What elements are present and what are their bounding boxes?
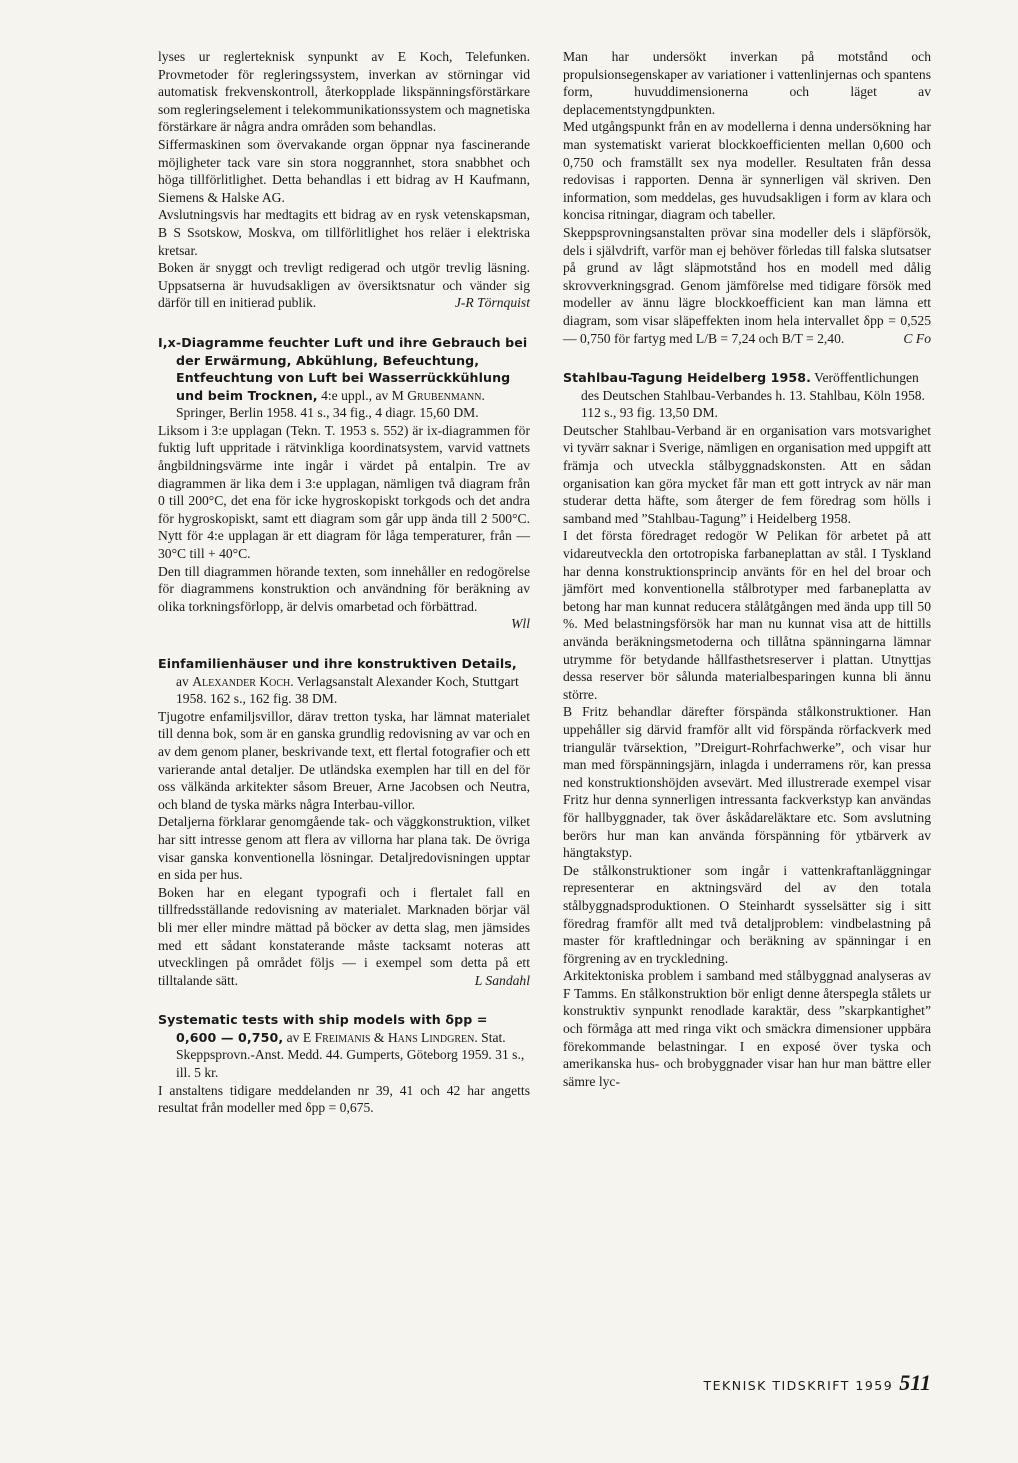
bib-text: av: [176, 673, 193, 689]
review-stahlbau-tagung: [563, 369, 931, 1090]
paragraph: Man har undersökt inverkan på motstånd och propulsionsegenskaper av variationer i vattenlinjernas och spantens form, huvuddimensionerna och läget av deplacementstyngdpunkten.: [563, 49, 931, 117]
paragraph: Deutscher Stahlbau-Verband är en organisation vars motsvarighet vi tyvärr saknar i Sverige, nämligen en organisation med uppgift att främja och utveckla stålbyggnadskonsten. Att en sådan organisation kan göra mycket får man ett gott intryck av när man studerar detta häfte, som återger de fem föredrag som hölls i samband med ”Stahlbau-Tagung” i Heidelberg 1958.: [563, 422, 931, 526]
book-title: Systematic tests with ship models with δpp = 0,600 — 0,750,: [158, 1012, 488, 1045]
left-column: [158, 48, 530, 1117]
review-heading: [563, 369, 931, 422]
paragraph: Tjugotre enfamiljsvillor, därav tretton tyska, har lämnat materialet till denna bok, som är en ganska grundlig redovisning av var och en av dem genom planer, beskrivande text, ett flertal fotografier och ett varierande antal detaljer. De utländska exemplen har till en del för oss välkända arkitekter såsom Breuer, Arne Jacobsen och Neutra, och bland de tyska märks några Interbau-villor.: [158, 708, 530, 812]
paragraph: Detaljerna förklarar genomgående tak- och väggkonstruktion, vilket har sitt intresse genom att flera av villorna har plana tak. De övriga visar ganska konventionella lösningar. Detaljredovisningen upptar en sida per hus.: [158, 814, 530, 883]
book-author: Grubenmann: [407, 387, 482, 403]
paragraph: [158, 884, 530, 990]
paragraph: I anstaltens tidigare meddelanden nr 39, 41 och 42 har angetts resultat från modeller med δpp = 0,675.: [158, 1082, 530, 1116]
bib-text: . Springer, Berlin 1958. 41 s., 34 fig., 4 diagr. 15,60 DM.: [176, 387, 485, 421]
bib-text: . Stat. Skeppsprovn.-Anst. Medd. 44. Gumperts, Göteborg 1959. 31 s., ill. 5 kr.: [176, 1029, 525, 1081]
book-author: Alexander Koch: [192, 673, 291, 689]
paragraph: [563, 224, 931, 347]
paragraph: B Fritz behandlar därefter förspända stålkonstruktioner. Han uppehåller sig därvid framför allt vid förspända rörfackverk med triangulär tvärsektion, ”Dreigurt-Rohrfachwerke”, och visar hur man med förspänningsjärn, inlagda i underramens rör, kan pressa ned konstruktionshöjden avsevärt. Med illustrerade exempel visar Fritz hur denna synnerligen intressanta fackverkstyp kan användas för hallbyggnader, tak över åskådareläktare etc. Som avslutning berörs hur man kan använda förspänning för ytbärverk av hängtakstyp.: [563, 704, 931, 861]
bib-text: . Verlagsanstalt Alexander Koch, Stuttgart 1958. 162 s., 162 fig. 38 DM.: [176, 673, 519, 707]
reviewer-signature: C Fo: [903, 330, 931, 346]
page-number: 511: [899, 1370, 931, 1395]
review-ship-models-continued: [563, 48, 931, 347]
paragraph: Med utgångspunkt från en av modellerna i denna undersökning har man systematiskt varierat blockkoefficienten mellan 0,600 och 0,750 och framställt sex nya modeller. Resultaten från dessa redovisas i rapporten. Denna är synnerligen väl skriven. Den information, som meddelas, ges huvudsakligen i form av klara och koncisa ritningar, diagram och tabeller.: [563, 119, 931, 223]
journal-name: TEKNISK TIDSKRIFT 1959: [703, 1378, 894, 1393]
review-heading: [158, 334, 530, 422]
paragraph: Avslutningsvis har medtagits ett bidrag av en rysk vetenskapsman, B S Ssotskow, Moskva, om tillförlitlighet hos reläer i elektriska kretsar.: [158, 207, 530, 258]
review-ix-diagramme: [158, 334, 530, 633]
reviewer-signature: L Sandahl: [474, 972, 530, 988]
paragraph-text: Boken är snyggt och trevligt redigerad och utgör trevlig läsning. Uppsatserna är huvudsakligen av översiktsnatur och vänder sig därför till en initierad publik.: [158, 260, 530, 311]
signature-line: [158, 615, 530, 633]
bib-text: Veröffentlichungen des Deutschen Stahlbau-Verbandes h. 13. Stahlbau, Köln 1958. 112 s., 93 fig. 13,50 DM.: [581, 370, 925, 421]
book-author: Freimanis & Hans Lindgren: [314, 1029, 475, 1045]
paragraph-text: Skeppsprovningsanstalten prövar sina modeller dels i släpförsök, dels i självdrift, varför man ej behöver förledas till falska slutsatser på grund av lågt släpmotstånd hos en modell med dålig skrovverkningsgrad. Genom jämförelse med tidigare försök med modeller av ännu lägre blockkoefficient kan man lämna ett diagram, som visar släpeffekten inom hela intervallet δpp = 0,525 — 0,750 för fartyg med L/B = 7,24 och B/T = 2,40.: [563, 224, 931, 346]
paragraph: De stålkonstruktioner som ingår i vattenkraftanläggningar representerar en aktningsvärd del av den totala stålbyggnadsproduktionen. O Steinhardt sysselsätter sig i sitt föredrag framför allt med två detaljproblem: vindbelastning på master för kraftledningar och beräkning av spänningar i en förgrening av en tryckledning.: [563, 862, 931, 966]
review-continued-reglerteknik: [158, 48, 530, 312]
paragraph: lyses ur reglerteknisk synpunkt av E Koch, Telefunken. Provmetoder för regleringssystem, inverkan av störningar vid automatisk frekvenskontroll, återkopplade likspänningsförstärkare som regleringselement i telekommunikationssystem och magnetiska förstärkare är några andra områden som behandlas.: [158, 49, 530, 135]
reviewer-signature: Wll: [511, 616, 530, 632]
paragraph: Arkitektoniska problem i samband med stålbyggnad analyseras av F Tamms. En stålkonstruktion bör enligt denne återspegla stålets ur konstruktiv synpunkt renodlade karaktär, dess ”skarpkantighet” och förmåga att med ringa vikt och smäckra dimensioner uppbära förekommande belastningar. I en exposé över tyska och amerikanska hus- och brobyggnader visar han hur man bättre eller sämre lyc-: [563, 968, 931, 1089]
book-title: I,x-Diagramme feuchter Luft und ihre Gebrauch bei der Erwärmung, Abkühlung, Befeuchtung, Entfeuchtung von Luft bei Wasserrückkühlung und beim Trocknen,: [158, 334, 528, 403]
paragraph: I det första föredraget redogör W Pelikan för arbetet på att vidareutveckla den ortotropiska farbaneplattan av stål. I Tyskland har denna konstruktionsprincip använts för en hel del broar och jämfört med konventionella stålbrotyper med farbaneplatta av betong har man kunnat reducera stålåtgången med ända upp till 50 %. Med belastningsförsök har man nu kunnat visa att de hittills använda beräkningsmetoderna och tillåtna spänningarna lämnar utrymme för betydande hållfasthetsreserver i plattan. Utnyttjas dessa reserver bör sålunda materialbesparingen kunna bli ännu större.: [563, 528, 931, 702]
bib-text: 4:e uppl., av M: [321, 387, 408, 403]
paragraph: Liksom i 3:e upplagan (Tekn. T. 1953 s. 552) är ix-diagrammen för fuktig luft uppritade i rätvinkliga koordinatsystem, varvid vattnets ångbildningsvärme inte ingår i värdet på entalpin. Tre av diagrammen är lika dem i 3:e upplagan, nämligen två diagram från 0 till 200°C, det ena för icke hygroskopiskt torkgods och det andra för hygroskopiskt, samt ett diagram som går upp ända till 2 500°C. Nytt för 4:e upplagan är ett diagram för låga temperaturer, från — 30°C till + 40°C.: [158, 422, 530, 562]
book-title: Einfamilienhäuser und ihre konstruktiven Details,: [158, 656, 517, 671]
paragraph: Den till diagrammen hörande texten, som innehåller en redogörelse för diagrammens konstruktion och användning för beräkning av olika torkningsförlopp, är delvis omarbetad och förbättrad.: [158, 563, 530, 614]
review-einfamilienhaeuser: [158, 655, 530, 989]
paragraph: [158, 259, 530, 312]
paragraph: Siffermaskinen som övervakande organ öppnar nya fascinerande möjligheter tack vare sin stora noggrannhet, stora snabbhet och höga tillförlitlighet. Detta behandlas i ett bidrag av H Kaufmann, Siemens & Halske AG.: [158, 136, 530, 205]
page-footer: [677, 1370, 931, 1396]
book-title: Stahlbau-Tagung Heidelberg 1958.: [563, 370, 812, 386]
paragraph-text: Boken har en elegant typografi och i flertalet fall en tillfredsställande redovisning av materialet. Marknaden börjar väl bli mer eller mindre mättad på böcker av detta slag, men jämsides med ett sådant konstaterande måste tacksamt noteras att utvecklingen på området följs — i exempel som detta på ett tilltalande sätt.: [158, 884, 530, 988]
reviewer-signature: J-R Törnquist: [454, 295, 530, 311]
right-column: [563, 48, 931, 1090]
review-ship-models: [158, 1011, 530, 1117]
review-heading: [158, 1011, 530, 1081]
bib-text: av E: [283, 1029, 315, 1045]
review-heading: [158, 655, 530, 708]
